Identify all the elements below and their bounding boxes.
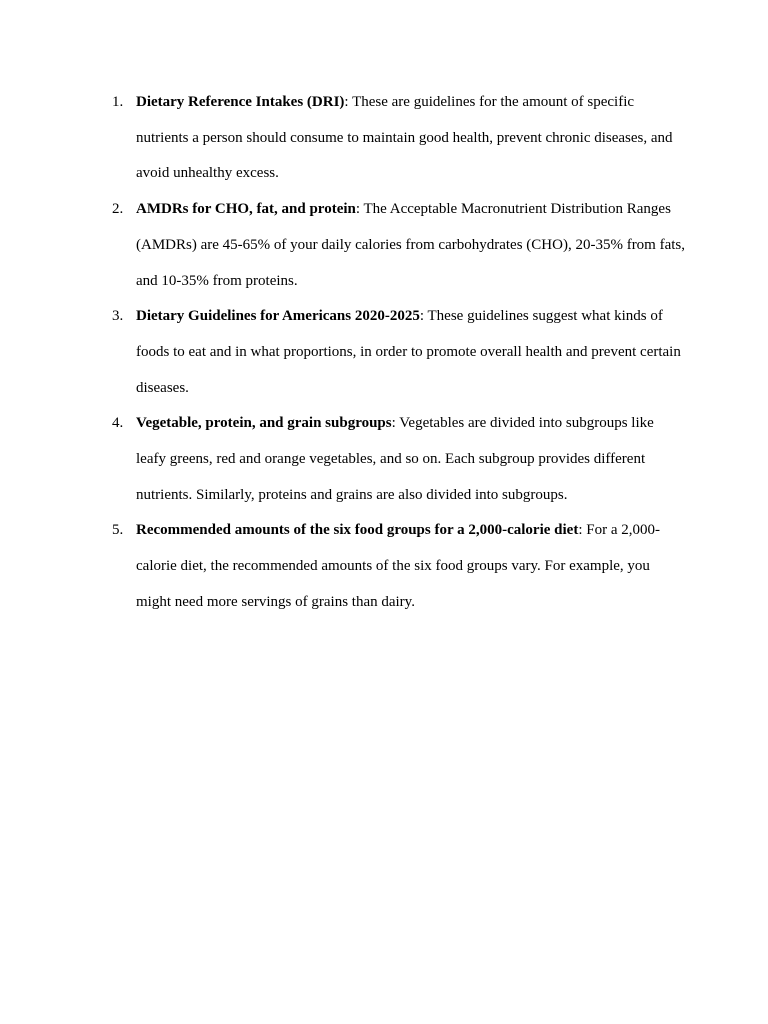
list-item-term: Dietary Guidelines for Americans 2020-2025 <box>136 308 420 325</box>
list-item-number: 2. <box>112 201 124 218</box>
list-item-term: Dietary Reference Intakes (DRI) <box>136 94 345 110</box>
numbered-list <box>112 85 687 621</box>
list-item-term: Recommended amounts of the six food groups for a 2,000-calorie diet <box>136 522 579 539</box>
list-item-term: AMDRs for CHO, fat, and protein <box>136 201 356 218</box>
list-item-subgroups <box>112 406 687 513</box>
list-item-number: 5. <box>112 522 124 539</box>
list-item-description: : These are guidelines for the amount of specific nutrients a person should consume to maintain good health, prevent chronic diseases, and avoid unhealthy excess. <box>136 94 673 182</box>
list-item-term: Vegetable, protein, and grain subgroups <box>136 415 392 432</box>
list-item-description: : Vegetables are divided into subgroups like leafy greens, red and orange vegetables, and so on. Each subgroup provides different nutrients. Similarly, proteins and grains are also divided into subgroups. <box>136 415 654 503</box>
list-item-dri <box>112 85 687 192</box>
list-item-description: : For a 2,000-calorie diet, the recommended amounts of the six food groups vary. For example, you might need more servings of grains than dairy. <box>136 522 661 610</box>
list-item-amdrs <box>112 192 687 299</box>
list-item-description: : These guidelines suggest what kinds of foods to eat and in what proportions, in order to promote overall health and prevent certain diseases. <box>136 308 681 396</box>
list-item-description: : The Acceptable Macronutrient Distribution Ranges (AMDRs) are 45-65% of your daily calories from carbohydrates (CHO), 20-35% from fats, and 10-35% from proteins. <box>136 201 686 289</box>
list-item-food-groups <box>112 513 687 620</box>
list-item-number: 4. <box>112 415 124 432</box>
list-item-number: 3. <box>112 308 124 325</box>
list-item-number: 1. <box>112 94 124 110</box>
list-item-dietary-guidelines <box>112 299 687 406</box>
